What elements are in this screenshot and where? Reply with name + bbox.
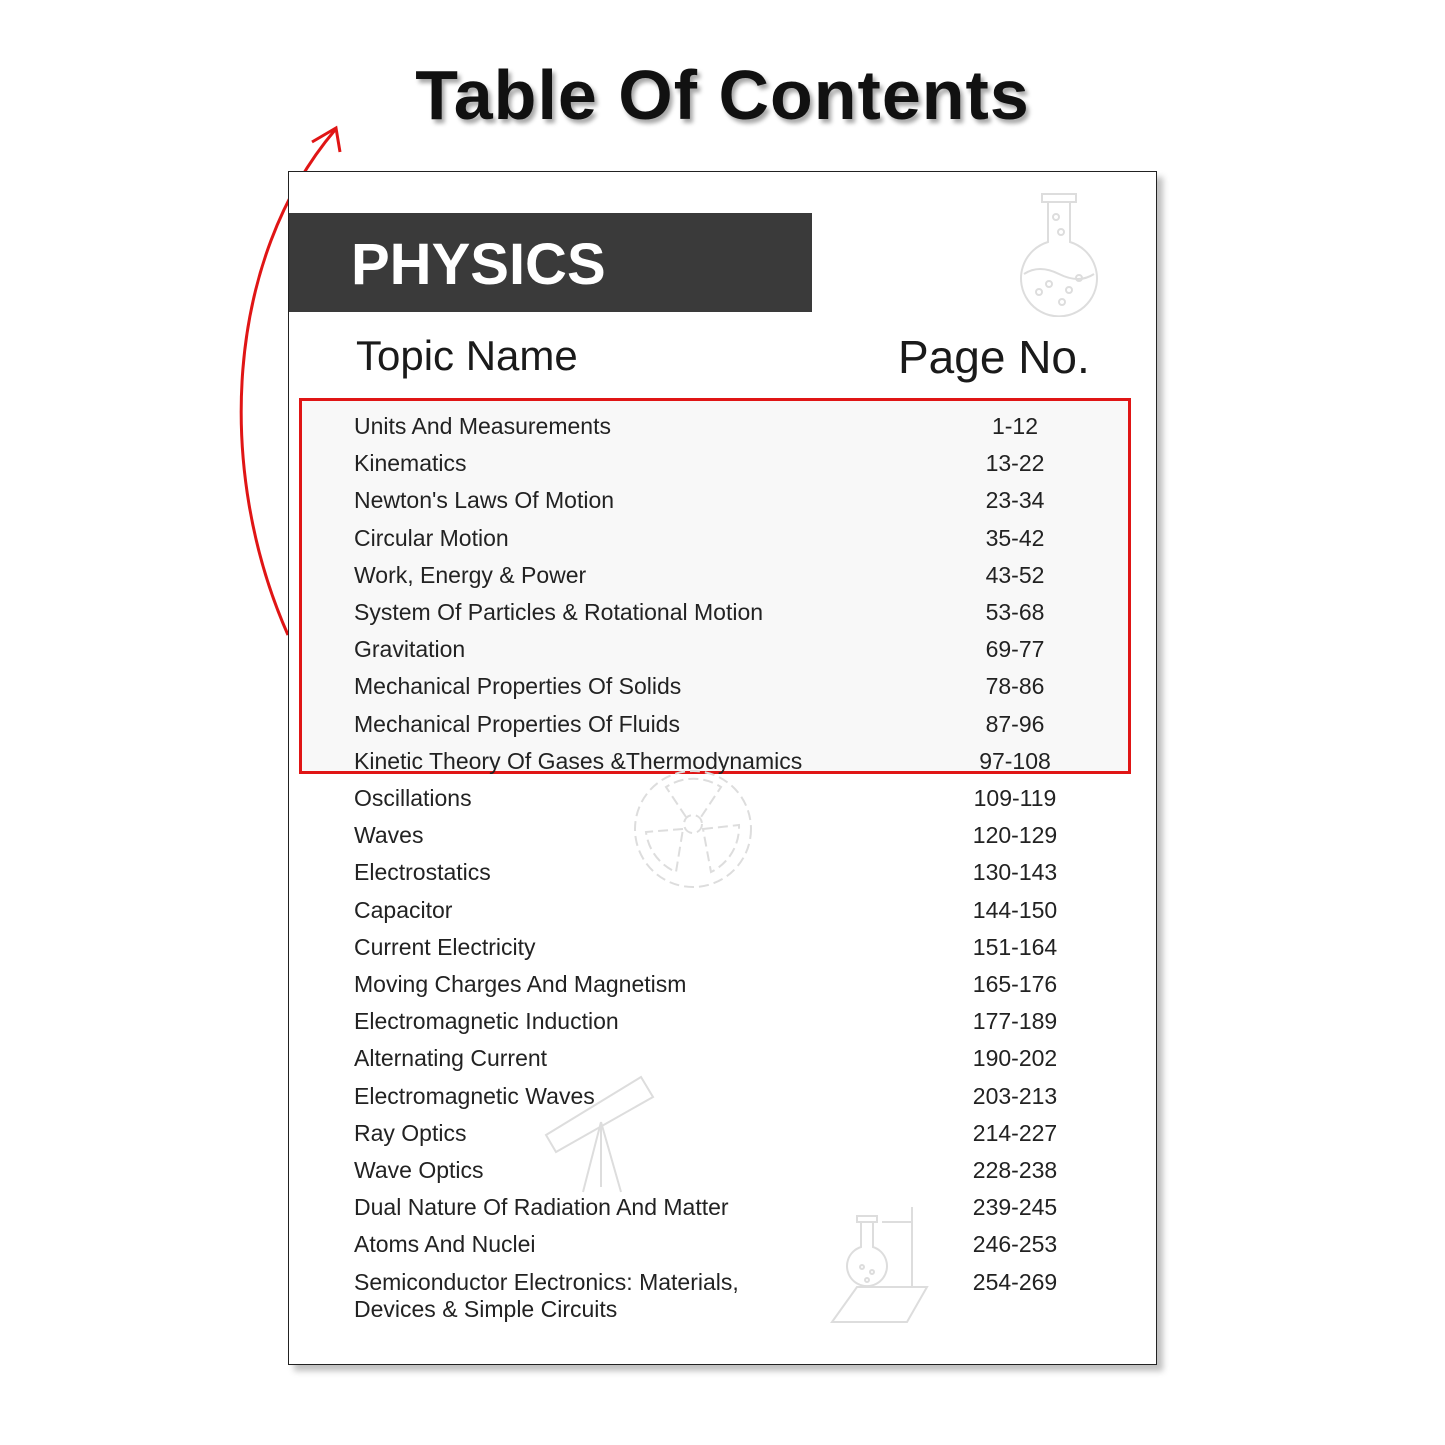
topic-name: Gravitation [354,636,466,663]
toc-row [289,1267,1156,1322]
toc-row [289,746,1156,776]
topic-name: System Of Particles & Rotational Motion [354,599,764,625]
topic-name: Oscillations [354,785,472,811]
toc-row [289,523,1156,553]
page-range: 190-202 [972,1045,1058,1072]
toc-row [289,1006,1156,1036]
toc-row [289,485,1156,515]
page-range: 69-77 [985,636,1045,663]
toc-row [289,1043,1156,1073]
topic-name: Alternating Current [354,1045,548,1072]
toc-row [289,857,1156,887]
page-range: 254-269 [972,1268,1058,1295]
page-range: 151-164 [972,933,1058,960]
topic-name: Atoms And Nuclei [354,1231,536,1258]
topic-name-line2: Devices & Simple Circuits [354,1295,618,1322]
topic-name: Electromagnetic Induction [354,1008,619,1035]
topic-name: Semiconductor Electronics: Materials, [354,1268,739,1295]
page-range: 23-34 [985,487,1045,514]
page-range: 1-12 [991,413,1039,439]
toc-row [289,634,1156,664]
page-range: 13-22 [985,450,1045,477]
toc-row [289,1229,1156,1259]
topic-name: Work, Energy & Power [354,561,587,588]
topic-name: Capacitor [354,896,453,923]
topic-name: Mechanical Properties Of Solids [354,673,682,700]
topic-name: Ray Optics [354,1119,467,1146]
topic-name: Current Electricity [354,933,536,960]
page-range: 97-108 [979,747,1051,774]
toc-row [289,1118,1156,1148]
subject-banner [289,213,812,312]
page-range: 87-96 [985,710,1045,737]
topic-name: Kinetic Theory Of Gases &Thermodynamics [354,747,803,774]
topic-name: Units And Measurements [354,413,611,439]
topic-name: Dual Nature Of Radiation And Matter [354,1194,729,1221]
topic-name: Newton's Laws Of Motion [354,487,615,514]
subject-title: PHYSICS [351,232,606,297]
toc-row [289,411,1156,441]
toc-sheet [288,171,1157,1365]
page-range: 43-52 [985,561,1045,588]
toc-row [289,671,1156,701]
toc-row [289,1192,1156,1222]
toc-row [289,1155,1156,1185]
toc-row [289,560,1156,590]
topic-name: Electromagnetic Waves [354,1082,595,1109]
page-range: 203-213 [972,1082,1058,1109]
page-range: 144-150 [972,896,1058,923]
page-range: 35-42 [985,524,1045,551]
topic-name: Kinematics [354,450,467,477]
page-range: 228-238 [972,1157,1058,1183]
toc-row [289,932,1156,962]
page-range: 214-227 [972,1119,1058,1146]
page-range: 177-189 [972,1008,1058,1035]
toc-row [289,969,1156,999]
topic-name: Moving Charges And Magnetism [354,971,687,997]
topic-name: Electrostatics [354,859,491,886]
topic-name: Circular Motion [354,524,509,551]
page-range: 53-68 [985,599,1045,625]
toc-row [289,783,1156,813]
page-range: 239-245 [972,1194,1058,1221]
topic-name: Mechanical Properties Of Fluids [354,710,680,737]
page-range: 165-176 [972,971,1058,997]
topic-name: Waves [354,822,424,849]
page-no-header: Page No. [898,331,1090,383]
topic-name-header: Topic Name [356,332,578,379]
toc-row [289,597,1156,627]
page-range: 120-129 [972,822,1058,849]
flask-icon [1014,192,1104,317]
toc-row [289,448,1156,478]
toc-row [289,820,1156,850]
toc-row [289,709,1156,739]
page-range: 109-119 [973,785,1057,811]
toc-row [289,1081,1156,1111]
topic-name: Wave Optics [354,1157,484,1183]
page-range: 130-143 [972,859,1058,886]
toc-row [289,895,1156,925]
page-range: 78-86 [985,673,1045,700]
page-title: Table Of Contents [415,56,1030,134]
page-range: 246-253 [972,1231,1058,1258]
